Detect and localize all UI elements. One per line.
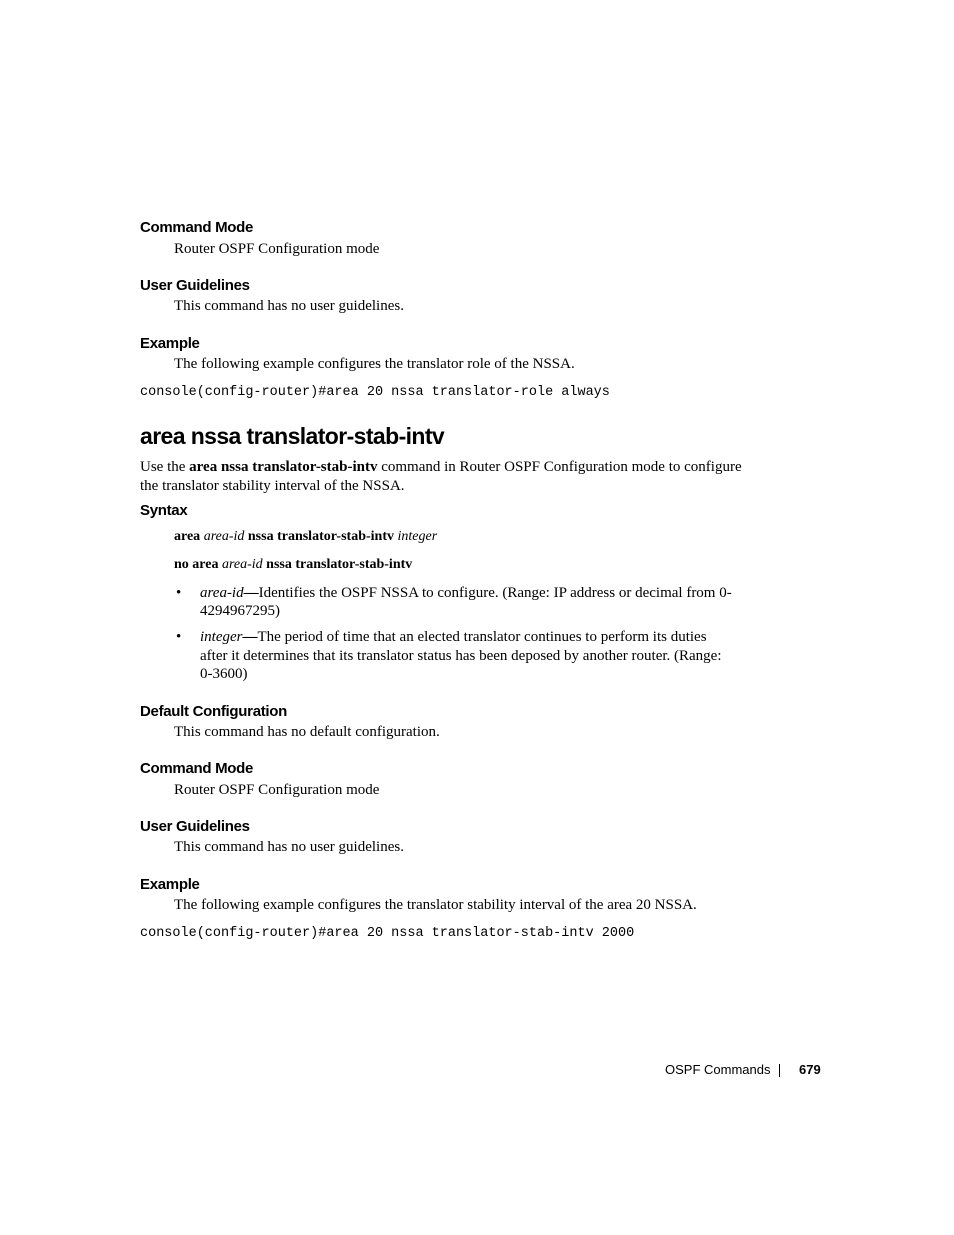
syntax2-kw2: nssa translator-stab-intv <box>266 557 413 572</box>
command-mode-text: Router OSPF Configuration mode <box>174 782 380 798</box>
footer-separator <box>779 1064 780 1077</box>
example-heading: Example <box>140 335 200 352</box>
example-code: console(config-router)#area 20 nssa translator-stab-intv 2000 <box>140 926 635 941</box>
user-guidelines-text: This command has no user guidelines. <box>174 839 404 855</box>
syntax1-arg2: integer <box>397 529 438 544</box>
command-mode-heading: Command Mode <box>140 760 254 777</box>
default-config-text: This command has no default configuration. <box>174 724 440 740</box>
command-mode-heading: Command Mode <box>140 219 254 236</box>
user-guidelines-heading: User Guidelines <box>140 277 250 294</box>
example-text: The following example configures the translator stability interval of the area 20 NSSA. <box>174 897 697 913</box>
syntax2-arg1: area-id <box>221 557 263 572</box>
bullet-marker: • <box>176 629 182 645</box>
bullet-area-id-desc: Identifies the OSPF NSSA to configure. (Range: IP address or decimal from 0- <box>258 585 732 601</box>
bullet-integer-term: integer <box>200 629 243 645</box>
bullet-marker: • <box>176 585 182 601</box>
bullet-integer-desc: The period of time that an elected translator continues to perform its duties <box>257 629 707 645</box>
intro-line-2: the translator stability interval of the NSSA. <box>140 478 405 494</box>
example-text: The following example configures the translator role of the NSSA. <box>174 356 575 372</box>
syntax-line-1 <box>174 529 437 545</box>
bullet-area-id-line-1 <box>200 585 732 602</box>
bullet-dash: — <box>242 629 258 645</box>
intro-line-1 <box>140 459 742 476</box>
syntax2-kw1: no area <box>174 557 219 572</box>
bullet-area-id-term: area-id <box>200 585 244 601</box>
example-heading: Example <box>140 876 200 893</box>
bullet-integer-line-1 <box>200 629 707 646</box>
syntax1-kw2: nssa translator-stab-intv <box>247 529 394 544</box>
bullet-integer-line-3: 0-3600) <box>200 666 248 682</box>
syntax-line-2 <box>174 557 412 573</box>
user-guidelines-text: This command has no user guidelines. <box>174 298 404 314</box>
command-title: area nssa translator-stab-intv <box>140 423 445 449</box>
bullet-area-id-line-2: 4294967295) <box>200 603 280 619</box>
footer-section: OSPF Commands <box>665 1062 771 1077</box>
intro-command: area nssa translator-stab-intv <box>189 459 378 475</box>
syntax1-kw1: area <box>174 529 201 544</box>
default-config-heading: Default Configuration <box>140 703 288 720</box>
page-number: 679 <box>799 1062 821 1077</box>
command-mode-text: Router OSPF Configuration mode <box>174 241 380 257</box>
bullet-dash: — <box>243 585 259 601</box>
syntax1-arg1: area-id <box>203 529 245 544</box>
example-code: console(config-router)#area 20 nssa translator-role always <box>140 385 610 400</box>
intro-post: command in Router OSPF Configuration mode to configure <box>377 459 742 475</box>
syntax-heading: Syntax <box>140 502 188 519</box>
intro-pre: Use the <box>140 459 190 475</box>
bullet-integer-line-2: after it determines that its translator status has been deposed by another router. (Range: <box>200 648 722 664</box>
user-guidelines-heading: User Guidelines <box>140 818 250 835</box>
